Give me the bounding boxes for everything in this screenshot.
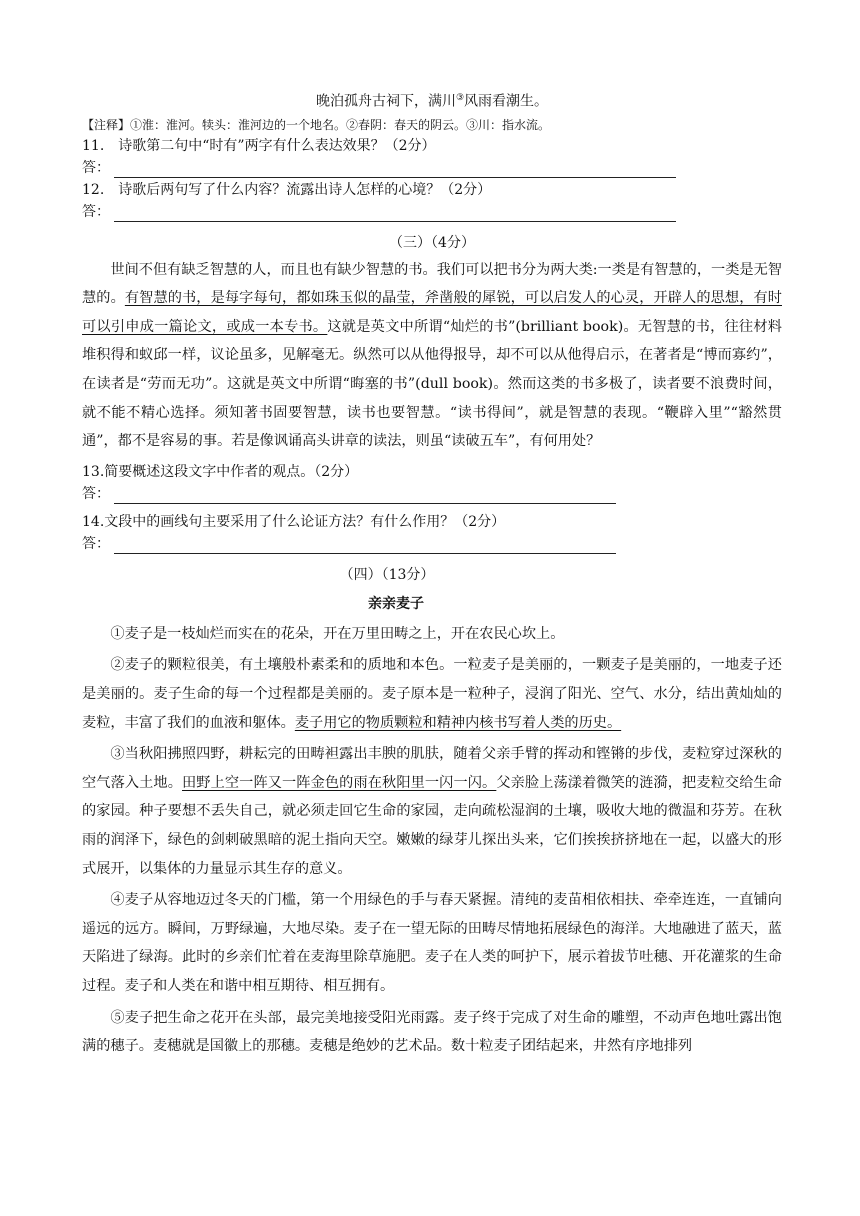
- answer-line-14[interactable]: [114, 537, 616, 554]
- annotation: 【注释】①淮：淮河。犊头：淮河边的一个地名。②春阴：春天的阴云。③川：指水流。: [82, 117, 551, 132]
- answer-line-13[interactable]: [114, 487, 616, 504]
- question-14: 14.文段中的画线句主要采用了什么论证方法？有什么作用？（2分）: [82, 513, 506, 530]
- underlined-sentence: 麦子用它的物质颗粒和精神内核书写着人类的历史。: [294, 714, 622, 731]
- paragraph-3: [82, 740, 782, 883]
- question-12: 12. 诗歌后两句写了什么内容？流露出诗人怎样的心境？（2分）: [82, 181, 492, 198]
- section-3-heading: （三）（4分）: [389, 234, 475, 251]
- paragraph-3-text: ③当秋阳拂照四野，耕耘完的田畴袒露出丰腴的肌肤，随着父亲手臂的挥动和铿锵的步伐，麦粒穿过深秋的空气落入土地。: [82, 746, 782, 791]
- poem-text: 晚泊孤舟古祠下，满川: [315, 93, 456, 110]
- article-title: 亲亲麦子: [368, 595, 424, 612]
- answer-11: [82, 156, 782, 178]
- passage-3-text: 世间不但有缺乏智慧的人，而且也有缺少智慧的书。我们可以把书分为两大类:一类是有智慧的，一类是无智慧的。: [82, 261, 782, 307]
- section-4-heading: （四）（13分）: [339, 566, 435, 583]
- answer-label: 答：: [82, 203, 110, 220]
- answer-label: 答：: [82, 535, 110, 552]
- passage-3: [82, 256, 782, 456]
- answer-13: [82, 482, 782, 504]
- paragraph-3-text-end: 父亲脸上荡漾着微笑的涟漪，把麦粒交给生命的家园。种子要想不丢失自己，就必须走回它生命的家园，走向疏松湿润的土壤，吸收大地的微温和芬芳。在秋雨的润泽下，绿色的剑刺破黑暗的泥土指向天空。嫩嫩的绿芽儿探出头来，它们挨挨挤挤地在一起，以盛大的形式展开，以集体的力量显示其生存的意义。: [82, 774, 782, 877]
- passage-3-text-end: 这就是英文中所谓“灿烂的书”(brilliant book)。无智慧的书，往往材料堆积得和蚁邱一样，议论虽多，见解毫无。纵然可以从他得报导，却不可以从他得启示，在著者是“博而寡约”，在读者是“劳而无功”。这就是英文中所谓“晦塞的书”(dull book)。然而这类的书多极了，读者要不浪费时间，就不能不精心选择。须知著书固要智慧，读书也要智慧。“读书得间”，就是智慧的表现。“鞭辟入里”“豁然贯通”，都不是容易的事。若是像讽诵高头讲章的读法，则虽“读破五车”，有何用处？: [82, 318, 782, 450]
- answer-line-11[interactable]: [114, 161, 676, 178]
- poem-text-end: 风雨看潮生。: [464, 93, 549, 110]
- exam-page: [82, 88, 782, 1061]
- answer-line-12[interactable]: [114, 205, 676, 222]
- answer-label: 答：: [82, 159, 110, 176]
- paragraph-2: [82, 651, 782, 737]
- poem-last-line: [82, 88, 782, 112]
- answer-12: [82, 200, 782, 222]
- underlined-sentence: 田野上空一阵又一阵金色的雨在秋阳里一闪一闪。: [182, 774, 497, 791]
- footnote-mark: ③: [455, 93, 465, 103]
- question-13: 13.简要概述这段文字中作者的观点。（2分）: [82, 463, 359, 480]
- paragraph-5: ⑤麦子把生命之花开在头部，最完美地接受阳光雨露。麦子终于完成了对生命的雕塑，不动声色地吐露出饱满的穗子。麦穗就是国徽上的那穗。麦穗是绝妙的艺术品。数十粒麦子团结起来，井然有序地排列: [82, 1009, 782, 1055]
- answer-14: [82, 532, 782, 554]
- paragraph-1: ①麦子是一枝灿烂而实在的花朵，开在万里田畴之上，开在农民心坎上。: [110, 625, 565, 642]
- paragraph-2-text: ②麦子的颗粒很美，有土壤般朴素柔和的质地和本色。一粒麦子是美丽的，一颗麦子是美丽的，一地麦子还是美丽的。麦子生命的每一个过程都是美丽的。麦子原本是一粒种子，浸润了阳光、空气、水分，结出黄灿灿的麦粒，丰富了我们的血液和躯体。: [82, 657, 782, 731]
- answer-label: 答：: [82, 485, 110, 502]
- paragraph-4: ④麦子从容地迈过冬天的门槛，第一个用绿色的手与春天紧握。清纯的麦苗相依相扶、牵牵连连，一直铺向遥远的远方。瞬间，万野绿遍，大地尽染。麦子在一望无际的田畴尽情地拓展绿色的海洋。大地融进了蓝天，蓝天陷进了绿海。此时的乡亲们忙着在麦海里除草施肥。麦子在人类的呵护下，展示着拔节吐穗、开花灌浆的生命过程。麦子和人类在和谐中相互期待、相互拥有。: [82, 892, 782, 994]
- question-11: 11. 诗歌第二句中“时有”两字有什么表达效果？（2分）: [82, 137, 436, 154]
- underlined-sentence: 有智慧的书，是每字每句，都如珠玉似的晶莹，斧凿般的犀锐，可以启发人的心灵，开辟人的思想，有时可以引申成一篇论文，或成一本专书。: [82, 290, 782, 335]
